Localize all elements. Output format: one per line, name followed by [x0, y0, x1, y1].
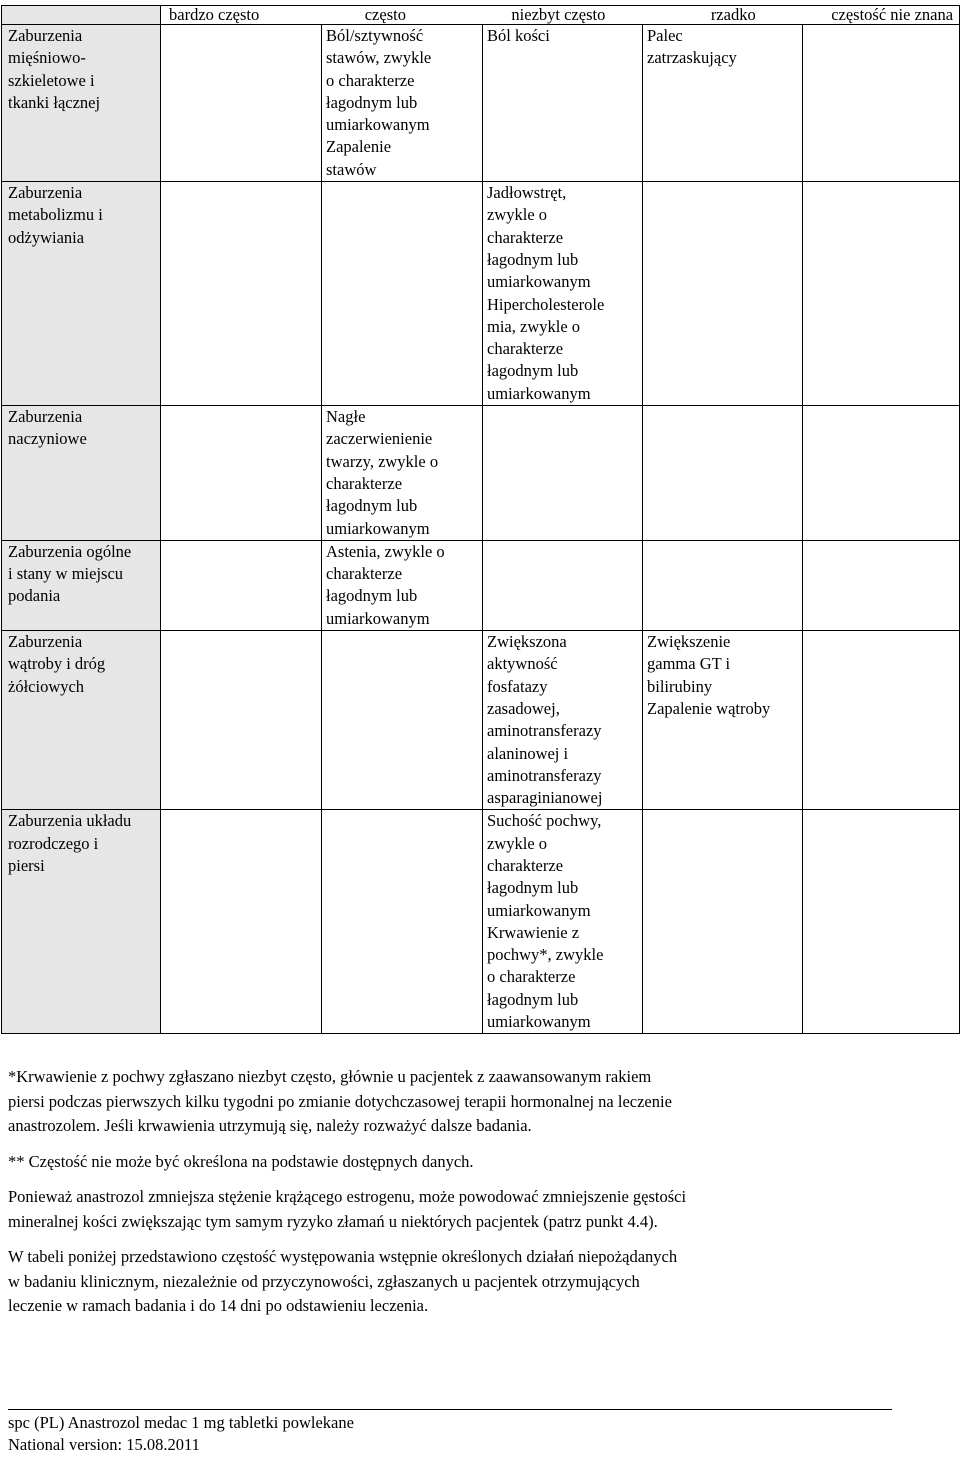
footer: [8, 1412, 354, 1456]
header-very-common: bardzo często: [169, 5, 260, 24]
frequency-cell: [483, 540, 643, 630]
frequency-cell: [643, 182, 803, 406]
reaction-text: Zwiększona: [487, 632, 567, 652]
note-paragraph: [8, 1065, 908, 1139]
frequency-cell: [322, 810, 483, 1034]
header-uncommon: niezbyt często: [511, 5, 606, 24]
frequency-cell: [161, 631, 322, 810]
header-soc: [2, 6, 161, 25]
organ-class-line: Zaburzenia układu: [8, 811, 132, 831]
reaction-text: aktywność: [487, 654, 558, 674]
table-row: [2, 631, 960, 810]
reaction-text: Zwiększenie: [647, 632, 731, 652]
organ-class-line: Zaburzenia: [8, 632, 83, 652]
organ-class-cell: [2, 406, 161, 541]
frequency-cell: [322, 25, 483, 182]
frequency-cell: [161, 406, 322, 541]
reaction-text: mia, zwykle o: [487, 316, 581, 336]
adverse-reactions-table: [1, 5, 960, 1034]
header-frequencies: [161, 6, 960, 25]
frequency-cell: [643, 540, 803, 630]
organ-class-line: Zaburzenia: [8, 26, 83, 45]
reaction-text: Zapalenie: [326, 137, 392, 157]
header-common: często: [364, 5, 406, 24]
organ-class-line: Zaburzenia: [8, 407, 83, 427]
note-paragraph: [8, 1150, 908, 1175]
table-row: [2, 540, 960, 630]
header-rare: rzadko: [710, 5, 756, 24]
header-unknown: częstość nie znana: [831, 5, 954, 24]
frequency-cell: [483, 631, 643, 810]
frequency-cell: [161, 810, 322, 1034]
organ-class-line: naczyniowe: [8, 429, 87, 449]
frequency-cell: [322, 540, 483, 630]
reaction-text: aminotransferazy: [487, 765, 602, 785]
reaction-text: charakterze: [487, 339, 564, 359]
organ-class-line: i stany w miejscu: [8, 564, 124, 584]
organ-class-line: mięśniowo-: [8, 48, 86, 68]
reaction-text: zatrzaskujący: [647, 48, 737, 68]
frequency-cell: [483, 810, 643, 1034]
frequency-cell: [161, 540, 322, 630]
note-line: W tabeli poniżej przedstawiono częstość występowania wstępnie określonych działań niepożądanych: [8, 1247, 678, 1266]
frequency-cell: [803, 406, 960, 541]
frequency-cell: [483, 182, 643, 406]
reaction-text: Krwawienie z: [487, 922, 580, 942]
frequency-cell: [483, 406, 643, 541]
organ-class-line: wątroby i dróg: [8, 654, 106, 674]
reaction-text: umiarkowanym: [487, 383, 591, 403]
frequency-cell: [803, 631, 960, 810]
reaction-text: pochwy*, zwykle: [487, 945, 604, 965]
reaction-text: stawów: [326, 159, 377, 179]
note-line: mineralnej kości zwiększając tym samym ryzyko złamań u niektórych pacjentek (patrz punkt 4.4).: [8, 1211, 658, 1231]
reaction-text: Suchość pochwy,: [487, 811, 602, 831]
table-row: [2, 182, 960, 406]
frequency-cell: [643, 406, 803, 541]
organ-class-cell: [2, 631, 161, 810]
organ-class-cell: [2, 25, 161, 182]
frequency-cell: [483, 25, 643, 182]
reaction-text: Nagłe: [326, 407, 366, 427]
note-paragraph: [8, 1185, 908, 1234]
reaction-text: charakterze: [326, 564, 403, 584]
footer-rule: [8, 1409, 892, 1410]
reaction-text: zwykle o: [487, 833, 548, 853]
reaction-text: twarzy, zwykle o: [326, 451, 439, 471]
table-row: [2, 406, 960, 541]
reaction-text: o charakterze: [487, 967, 576, 987]
note-line: *Krwawienie z pochwy zgłaszano niezbyt często, głównie u pacjentek z zaawansowanym rakiem: [8, 1067, 652, 1086]
reaction-text: Palec: [647, 26, 683, 45]
table-row: [2, 25, 960, 182]
organ-class-line: Zaburzenia ogólne: [8, 541, 132, 561]
frequency-cell: [803, 540, 960, 630]
reaction-text: charakterze: [487, 855, 564, 875]
reaction-text: alaninowej i: [487, 743, 569, 763]
note-line: piersi podczas pierwszych kilku tygodni po zmianie dotychczasowej terapii hormonalnej na leczenie: [8, 1091, 672, 1111]
reaction-text: Jadłowstręt,: [487, 183, 567, 203]
note-line: leczenie w ramach badania i do 14 dni po odstawieniu leczenia.: [8, 1296, 429, 1315]
frequency-cell: [803, 810, 960, 1034]
reaction-text: fosfatazy: [487, 676, 548, 696]
note-line: ** Częstość nie może być określona na podstawie dostępnych danych.: [8, 1151, 474, 1171]
organ-class-line: tkanki łącznej: [8, 92, 101, 112]
reaction-text: łagodnym lub: [487, 989, 579, 1009]
frequency-cell: [161, 182, 322, 406]
frequency-cell: [643, 810, 803, 1034]
organ-class-line: metabolizmu i: [8, 205, 103, 225]
frequency-cell: [643, 631, 803, 810]
note-line: w badaniu klinicznym, niezależnie od przyczynowości, zgłaszanych u pacjentek otrzymujących: [8, 1271, 640, 1291]
reaction-text: umiarkowanym: [487, 900, 591, 920]
organ-class-line: piersi: [8, 855, 45, 875]
reaction-text: łagodnym lub: [326, 586, 418, 606]
reaction-text: asparaginianowej: [487, 788, 603, 808]
reaction-text: umiarkowanym: [326, 608, 430, 628]
frequency-cell: [322, 406, 483, 541]
reaction-text: o charakterze: [326, 70, 415, 90]
frequency-cell: [322, 631, 483, 810]
reaction-text: umiarkowanym: [326, 518, 430, 538]
footer-product-name: spc (PL) Anastrozol medac 1 mg tabletki powlekane: [8, 1413, 354, 1432]
frequency-cell: [161, 25, 322, 182]
organ-class-cell: [2, 540, 161, 630]
table-row: [2, 810, 960, 1034]
frequency-cell: [803, 182, 960, 406]
reaction-text: charakterze: [326, 473, 403, 493]
organ-class-line: żółciowych: [8, 676, 85, 696]
reaction-text: umiarkowanym: [487, 272, 591, 292]
reaction-text: łagodnym lub: [487, 878, 579, 898]
reaction-text: Astenia, zwykle o: [326, 541, 445, 561]
organ-class-cell: [2, 182, 161, 406]
reaction-text: łagodnym lub: [487, 249, 579, 269]
reaction-text: charakterze: [487, 227, 564, 247]
reaction-text: umiarkowanym: [326, 115, 430, 135]
frequency-cell: [643, 25, 803, 182]
note-paragraph: [8, 1245, 908, 1319]
reaction-text: gamma GT i: [647, 654, 731, 674]
reaction-text: aminotransferazy: [487, 721, 602, 741]
reaction-text: Ból/sztywność: [326, 26, 424, 45]
reaction-text: zaczerwienienie: [326, 429, 433, 449]
reaction-text: zwykle o: [487, 205, 548, 225]
organ-class-cell: [2, 810, 161, 1034]
reaction-text: umiarkowanym: [487, 1012, 591, 1032]
footer-version: National version: 15.08.2011: [8, 1435, 200, 1454]
reaction-text: stawów, zwykle: [326, 48, 432, 68]
table-header-row: [2, 6, 960, 25]
frequency-cell: [803, 25, 960, 182]
reaction-text: bilirubiny: [647, 676, 713, 696]
reaction-text: zasadowej,: [487, 698, 560, 718]
notes-section: [8, 1065, 908, 1330]
organ-class-line: rozrodczego i: [8, 833, 99, 853]
reaction-text: łagodnym lub: [487, 361, 579, 381]
reaction-text: łagodnym lub: [326, 92, 418, 112]
organ-class-line: szkieletowe i: [8, 70, 95, 90]
organ-class-line: Zaburzenia: [8, 183, 83, 203]
organ-class-line: odżywiania: [8, 227, 85, 247]
reaction-text: Hipercholesterole: [487, 294, 605, 314]
reaction-text: Ból kości: [487, 26, 550, 45]
reaction-text: łagodnym lub: [326, 496, 418, 516]
frequency-cell: [322, 182, 483, 406]
reaction-text: Zapalenie wątroby: [647, 698, 771, 718]
note-line: Ponieważ anastrozol zmniejsza stężenie krążącego estrogenu, może powodować zmniejszenie gęstości: [8, 1187, 687, 1206]
organ-class-line: podania: [8, 586, 61, 606]
note-line: anastrozolem. Jeśli krwawienia utrzymują się, należy rozważyć dalsze badania.: [8, 1116, 532, 1135]
